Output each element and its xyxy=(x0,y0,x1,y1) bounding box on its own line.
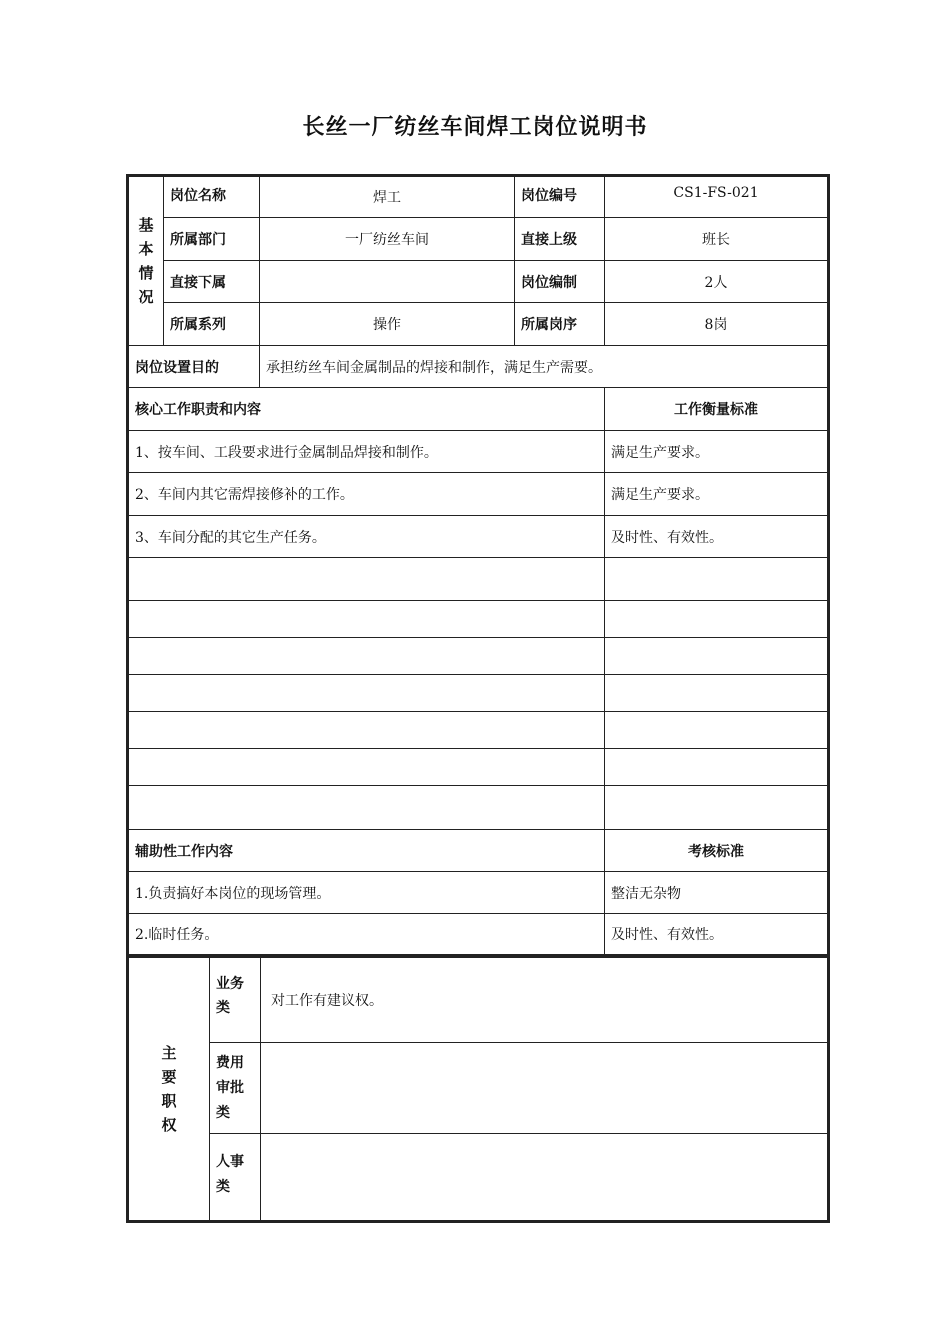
empty-row xyxy=(128,749,829,786)
authority-row xyxy=(128,1043,829,1134)
authority-type-label: 费用 审批 类 xyxy=(210,1043,261,1134)
aux-item-std: 整洁无杂物 xyxy=(605,872,829,914)
core-item-row xyxy=(128,431,829,473)
aux-item-std: 及时性、有效性。 xyxy=(605,914,829,956)
core-header-row xyxy=(128,388,829,431)
authority-text xyxy=(261,1043,829,1134)
core-item-row xyxy=(128,516,829,558)
core-item: 2、车间内其它需焊接修补的工作。 xyxy=(128,473,605,516)
aux-item: 1.负责搞好本岗位的现场管理。 xyxy=(128,872,605,914)
field-value: 焊工 xyxy=(260,176,515,218)
basic-row xyxy=(128,261,829,303)
aux-std-header: 考核标准 xyxy=(605,830,829,872)
field-value: 2人 xyxy=(605,261,829,303)
job-info-table xyxy=(126,174,830,957)
field-label: 所属系列 xyxy=(164,303,260,346)
purpose-text: 承担纺丝车间金属制品的焊接和制作，满足生产需要。 xyxy=(260,346,829,388)
empty-row xyxy=(128,786,829,830)
aux-header: 辅助性工作内容 xyxy=(128,830,605,872)
empty-row xyxy=(128,638,829,675)
field-label: 岗位编号 xyxy=(515,176,605,218)
field-value: 一厂纺丝车间 xyxy=(260,218,515,261)
basic-section-label: 基 本 情 况 xyxy=(128,176,164,346)
field-label: 岗位编制 xyxy=(515,261,605,303)
core-item-row xyxy=(128,473,829,516)
authority-row xyxy=(128,1134,829,1222)
aux-item-row xyxy=(128,914,829,956)
core-std-header: 工作衡量标准 xyxy=(605,388,829,431)
field-value: 操作 xyxy=(260,303,515,346)
empty-row xyxy=(128,558,829,601)
page-title: 长丝一厂纺丝车间焊工岗位说明书 xyxy=(302,115,648,140)
aux-header-row xyxy=(128,830,829,872)
authority-type-label: 人事 类 xyxy=(210,1134,261,1222)
basic-row xyxy=(128,218,829,261)
authority-text xyxy=(261,1134,829,1222)
purpose-row xyxy=(128,346,829,388)
empty-row xyxy=(128,601,829,638)
aux-item: 2.临时任务。 xyxy=(128,914,605,956)
purpose-label: 岗位设置目的 xyxy=(128,346,260,388)
field-label: 直接上级 xyxy=(515,218,605,261)
empty-row xyxy=(128,712,829,749)
field-label: 直接下属 xyxy=(164,261,260,303)
core-item: 1、按车间、工段要求进行金属制品焊接和制作。 xyxy=(128,431,605,473)
field-value: 8岗 xyxy=(605,303,829,346)
authority-type-label: 业务 类 xyxy=(210,957,261,1043)
core-header: 核心工作职责和内容 xyxy=(128,388,605,431)
basic-row xyxy=(128,176,829,218)
field-label: 岗位名称 xyxy=(164,176,260,218)
field-value xyxy=(260,261,515,303)
core-item-std: 满足生产要求。 xyxy=(605,431,829,473)
field-value: 班长 xyxy=(605,218,829,261)
field-value: CS1-FS-021 xyxy=(605,176,829,218)
empty-row xyxy=(128,675,829,712)
authority-section-label: 主 要 职 权 xyxy=(128,957,210,1222)
core-item-std: 满足生产要求。 xyxy=(605,473,829,516)
core-item-std: 及时性、有效性。 xyxy=(605,516,829,558)
basic-row xyxy=(128,303,829,346)
field-label: 所属部门 xyxy=(164,218,260,261)
field-label: 所属岗序 xyxy=(515,303,605,346)
authority-row xyxy=(128,957,829,1043)
authority-text: 对工作有建议权。 xyxy=(261,957,829,1043)
core-item: 3、车间分配的其它生产任务。 xyxy=(128,516,605,558)
aux-item-row xyxy=(128,872,829,914)
authority-table xyxy=(126,955,830,1223)
